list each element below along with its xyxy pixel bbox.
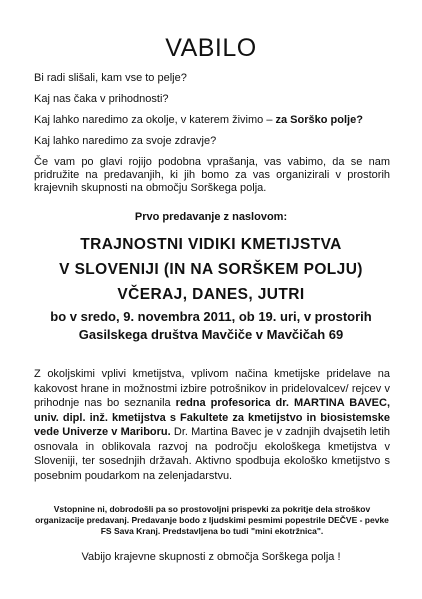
lecturer-name: redna profesorica dr. MARTINA BAVEC, univ. dipl. inž. kmetijstva s Fakultete za kmetijstvo in biosistemske vede Univerze v Mariboru. [34,397,390,438]
question-3-emphasis: za Sorško polje? [275,114,363,126]
event-date-line: bo v sredo, 9. novembra 2011, ob 19. uri, v prostorih [50,309,372,324]
question-1: Bi radi slišali, kam vse to pelje? [34,72,187,84]
event-location-line: Gasilskega društva Mavčiče v Mavčičah 69 [78,327,344,342]
question-3-text: Kaj lahko naredimo za okolje, v katerem živimo – [34,114,276,126]
intro-section [34,72,390,203]
admission-note: Vstopnine ni, dobrodošli pa so prostovoljni prispevki za pokritje dela stroškov organizacije predavanj. Predavanje bodo z ljudskimi pesmimi popestrile DEČVE - pevke FS Sava Kranj. Predstavljena bo tudi "mini ekotržnica". [35,504,389,536]
first-lecture-label: Prvo predavanje z naslovom: [134,211,288,223]
page-title: VABILO [165,34,257,62]
question-3 [34,114,390,127]
event-details [0,308,422,344]
lecture-title [0,232,422,307]
closing-line: Vabijo krajevne skupnosti z območja Sorškega polja ! [81,551,341,563]
lecture-title-line-3: VČERAJ, DANES, JUTRI [117,286,305,303]
lecturer-description [34,367,390,483]
lecture-title-line-1: TRAJNOSTNI VIDIKI KMETIJSTVA [80,236,342,253]
description-part-1: Z okoljskimi vplivi kmetijstva, vplivom načina kmetijske pridelave na kakovost hrane in možnostmi izbire potrošnikov in pridelovalcev/ rejcev v prihodnje nas bo seznanila [34,368,390,409]
invite-paragraph: Če vam po glavi rojijo podobna vprašanja, vas vabimo, da se nam pridružite na predavanjih, ki jih bomo za vas organizirali v prostorih krajevnih skupnosti na območju Sorškega polja. [34,156,390,194]
question-4: Kaj lahko naredimo za svoje zdravje? [34,135,217,147]
description-part-2: Dr. Martina Bavec je v zadnjih dvajsetih letih osnovala in oblikovala razvoj na področju ekološkega kmetijstva v Sloveniji, ter sosednjih državah. Aktivno spodbuja ekološko kmetijstvo s posebnim poudarkom na zelenjadarstvu. [34,426,390,482]
lecture-title-line-2: V SLOVENIJI (IN NA SORŠKEM POLJU) [59,261,363,278]
question-2: Kaj nas čaka v prihodnosti? [34,93,169,105]
